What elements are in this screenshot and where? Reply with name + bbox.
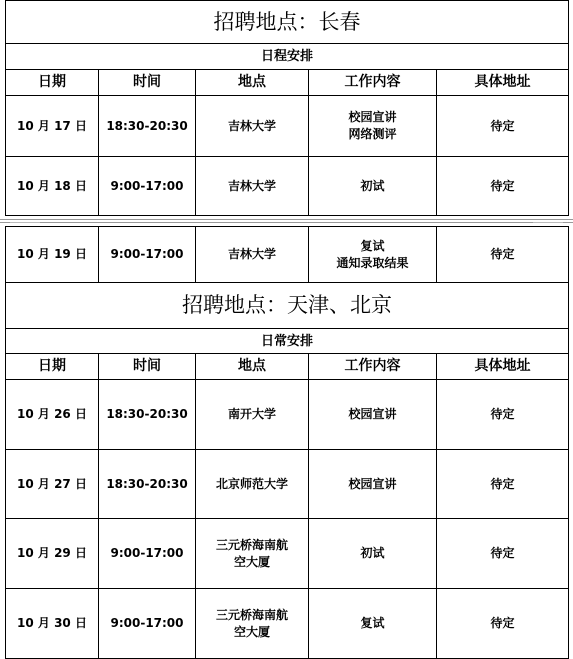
table-row [6,380,569,450]
schedule-table-tianjin-beijing [5,226,569,659]
cell-content: 复试 [309,589,437,659]
cell-place: 吉林大学 [196,227,309,283]
table-row [6,589,569,659]
cell-time: 9:00-17:00 [99,227,196,283]
table-row [6,227,569,283]
cell-time: 9:00-17:00 [99,589,196,659]
cell-time: 9:00-17:00 [99,519,196,589]
cell-content: 校园宣讲 [309,380,437,450]
cell-date: 10 月 19 日 [6,227,99,283]
header-date: 日期 [6,354,99,380]
cell-place [196,519,309,589]
cell-date: 10 月 17 日 [6,96,99,157]
content-line: 网络测评 [348,127,397,141]
table-row [6,96,569,157]
place-line: 三元桥海南航 [215,537,288,552]
header-address: 具体地址 [437,70,569,96]
page-corner-mark [533,216,563,223]
cell-date: 10 月 27 日 [6,450,99,519]
header-place: 地点 [196,354,309,380]
cell-place [196,589,309,659]
header-content: 工作内容 [309,70,437,96]
page-corner-mark [10,216,40,223]
cell-time: 18:30-20:30 [99,380,196,450]
cell-time: 18:30-20:30 [99,96,196,157]
cell-time: 9:00-17:00 [99,157,196,216]
place-line: 三元桥海南航 [215,607,288,622]
cell-content: 初试 [309,157,437,216]
place-line: 空大厦 [233,624,270,639]
cell-address: 待定 [437,589,569,659]
section-subtitle: 日程安排 [6,44,569,70]
cell-address: 待定 [437,227,569,283]
header-time: 时间 [99,354,196,380]
header-place: 地点 [196,70,309,96]
cell-content: 初试 [309,519,437,589]
header-time: 时间 [99,70,196,96]
section-title: 招聘地点：天津、北京 [6,283,569,329]
schedule-table-changchun [5,0,569,216]
cell-date: 10 月 30 日 [6,589,99,659]
page-break [0,216,573,226]
cell-place: 北京师范大学 [196,450,309,519]
table-row [6,519,569,589]
cell-date: 10 月 18 日 [6,157,99,216]
cell-place: 吉林大学 [196,157,309,216]
header-content: 工作内容 [309,354,437,380]
cell-address: 待定 [437,519,569,589]
cell-content: 校园宣讲 [309,450,437,519]
cell-address: 待定 [437,450,569,519]
page-break-line [0,222,573,223]
place-line: 空大厦 [233,554,270,569]
cell-date: 10 月 26 日 [6,380,99,450]
content-line: 校园宣讲 [348,110,397,124]
section-subtitle: 日常安排 [6,329,569,354]
cell-date: 10 月 29 日 [6,519,99,589]
header-address: 具体地址 [437,354,569,380]
cell-content [309,96,437,157]
cell-content [309,227,437,283]
content-line: 复试 [360,238,385,253]
cell-address: 待定 [437,157,569,216]
header-date: 日期 [6,70,99,96]
table-row [6,450,569,519]
cell-address: 待定 [437,96,569,157]
cell-time: 18:30-20:30 [99,450,196,519]
cell-address: 待定 [437,380,569,450]
cell-place: 南开大学 [196,380,309,450]
cell-place: 吉林大学 [196,96,309,157]
table-row [6,157,569,216]
content-line: 通知录取结果 [336,255,409,270]
section-title: 招聘地点：长春 [6,1,569,44]
page-break-line [0,219,573,220]
